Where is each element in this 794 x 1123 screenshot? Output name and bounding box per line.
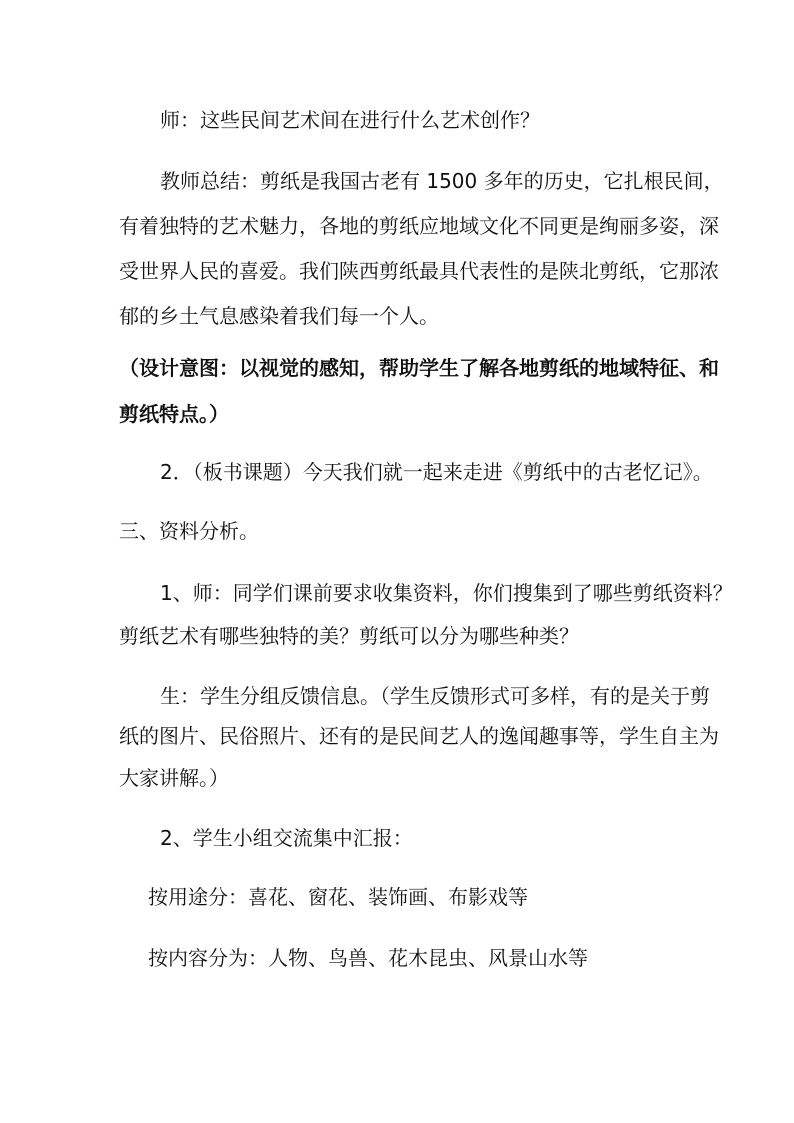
teacher-summary-line-2: 有着独特的艺术魅力，各地的剪纸应地域文化不同更是绚丽多姿，深 [119,214,719,238]
design-intent-line-2: 剪纸特点。） [119,402,229,426]
teacher-summary-line-4: 郁的乡土气息感染着我们每一个人。 [119,304,439,328]
student-feedback-line-3: 大家讲解。） [119,766,229,790]
student-feedback-line-2: 纸的图片、民俗照片、还有的是民间艺人的逸闻趣事等，学生自主为 [119,724,719,748]
teacher-materials-line-1: 1、师：同学们课前要求收集资料，你们搜集到了哪些剪纸资料？ [160,581,733,605]
teacher-summary-line-3: 受世界人民的喜爱。我们陕西剪纸最具代表性的是陕北剪纸，它那浓 [119,259,719,283]
student-feedback-line-1: 生：学生分组反馈信息。（学生反馈形式可多样，有的是关于剪 [160,684,710,708]
category-by-content: 按内容分为：人物、鸟兽、花木昆虫、风景山水等 [148,946,588,970]
group-report: 2、学生小组交流集中汇报： [160,826,413,850]
design-intent-line-1: （设计意图：以视觉的感知，帮助学生了解各地剪纸的地域特征、和 [119,356,719,380]
teacher-summary-line-1: 教师总结：剪纸是我国古老有 1500 多年的历史，它扎根民间， [160,169,724,193]
teacher-question: 师：这些民间艺术间在进行什么艺术创作？ [160,108,540,132]
section-heading-materials: 三、资料分析。 [119,519,259,543]
teacher-materials-line-2: 剪纸艺术有哪些独特的美？剪纸可以分为哪些种类？ [119,624,579,648]
lesson-title-step: 2．（板书课题）今天我们就一起来走进《剪纸中的古老忆记》。 [160,460,713,484]
category-by-use: 按用途分：喜花、窗花、装饰画、布影戏等 [148,885,528,909]
